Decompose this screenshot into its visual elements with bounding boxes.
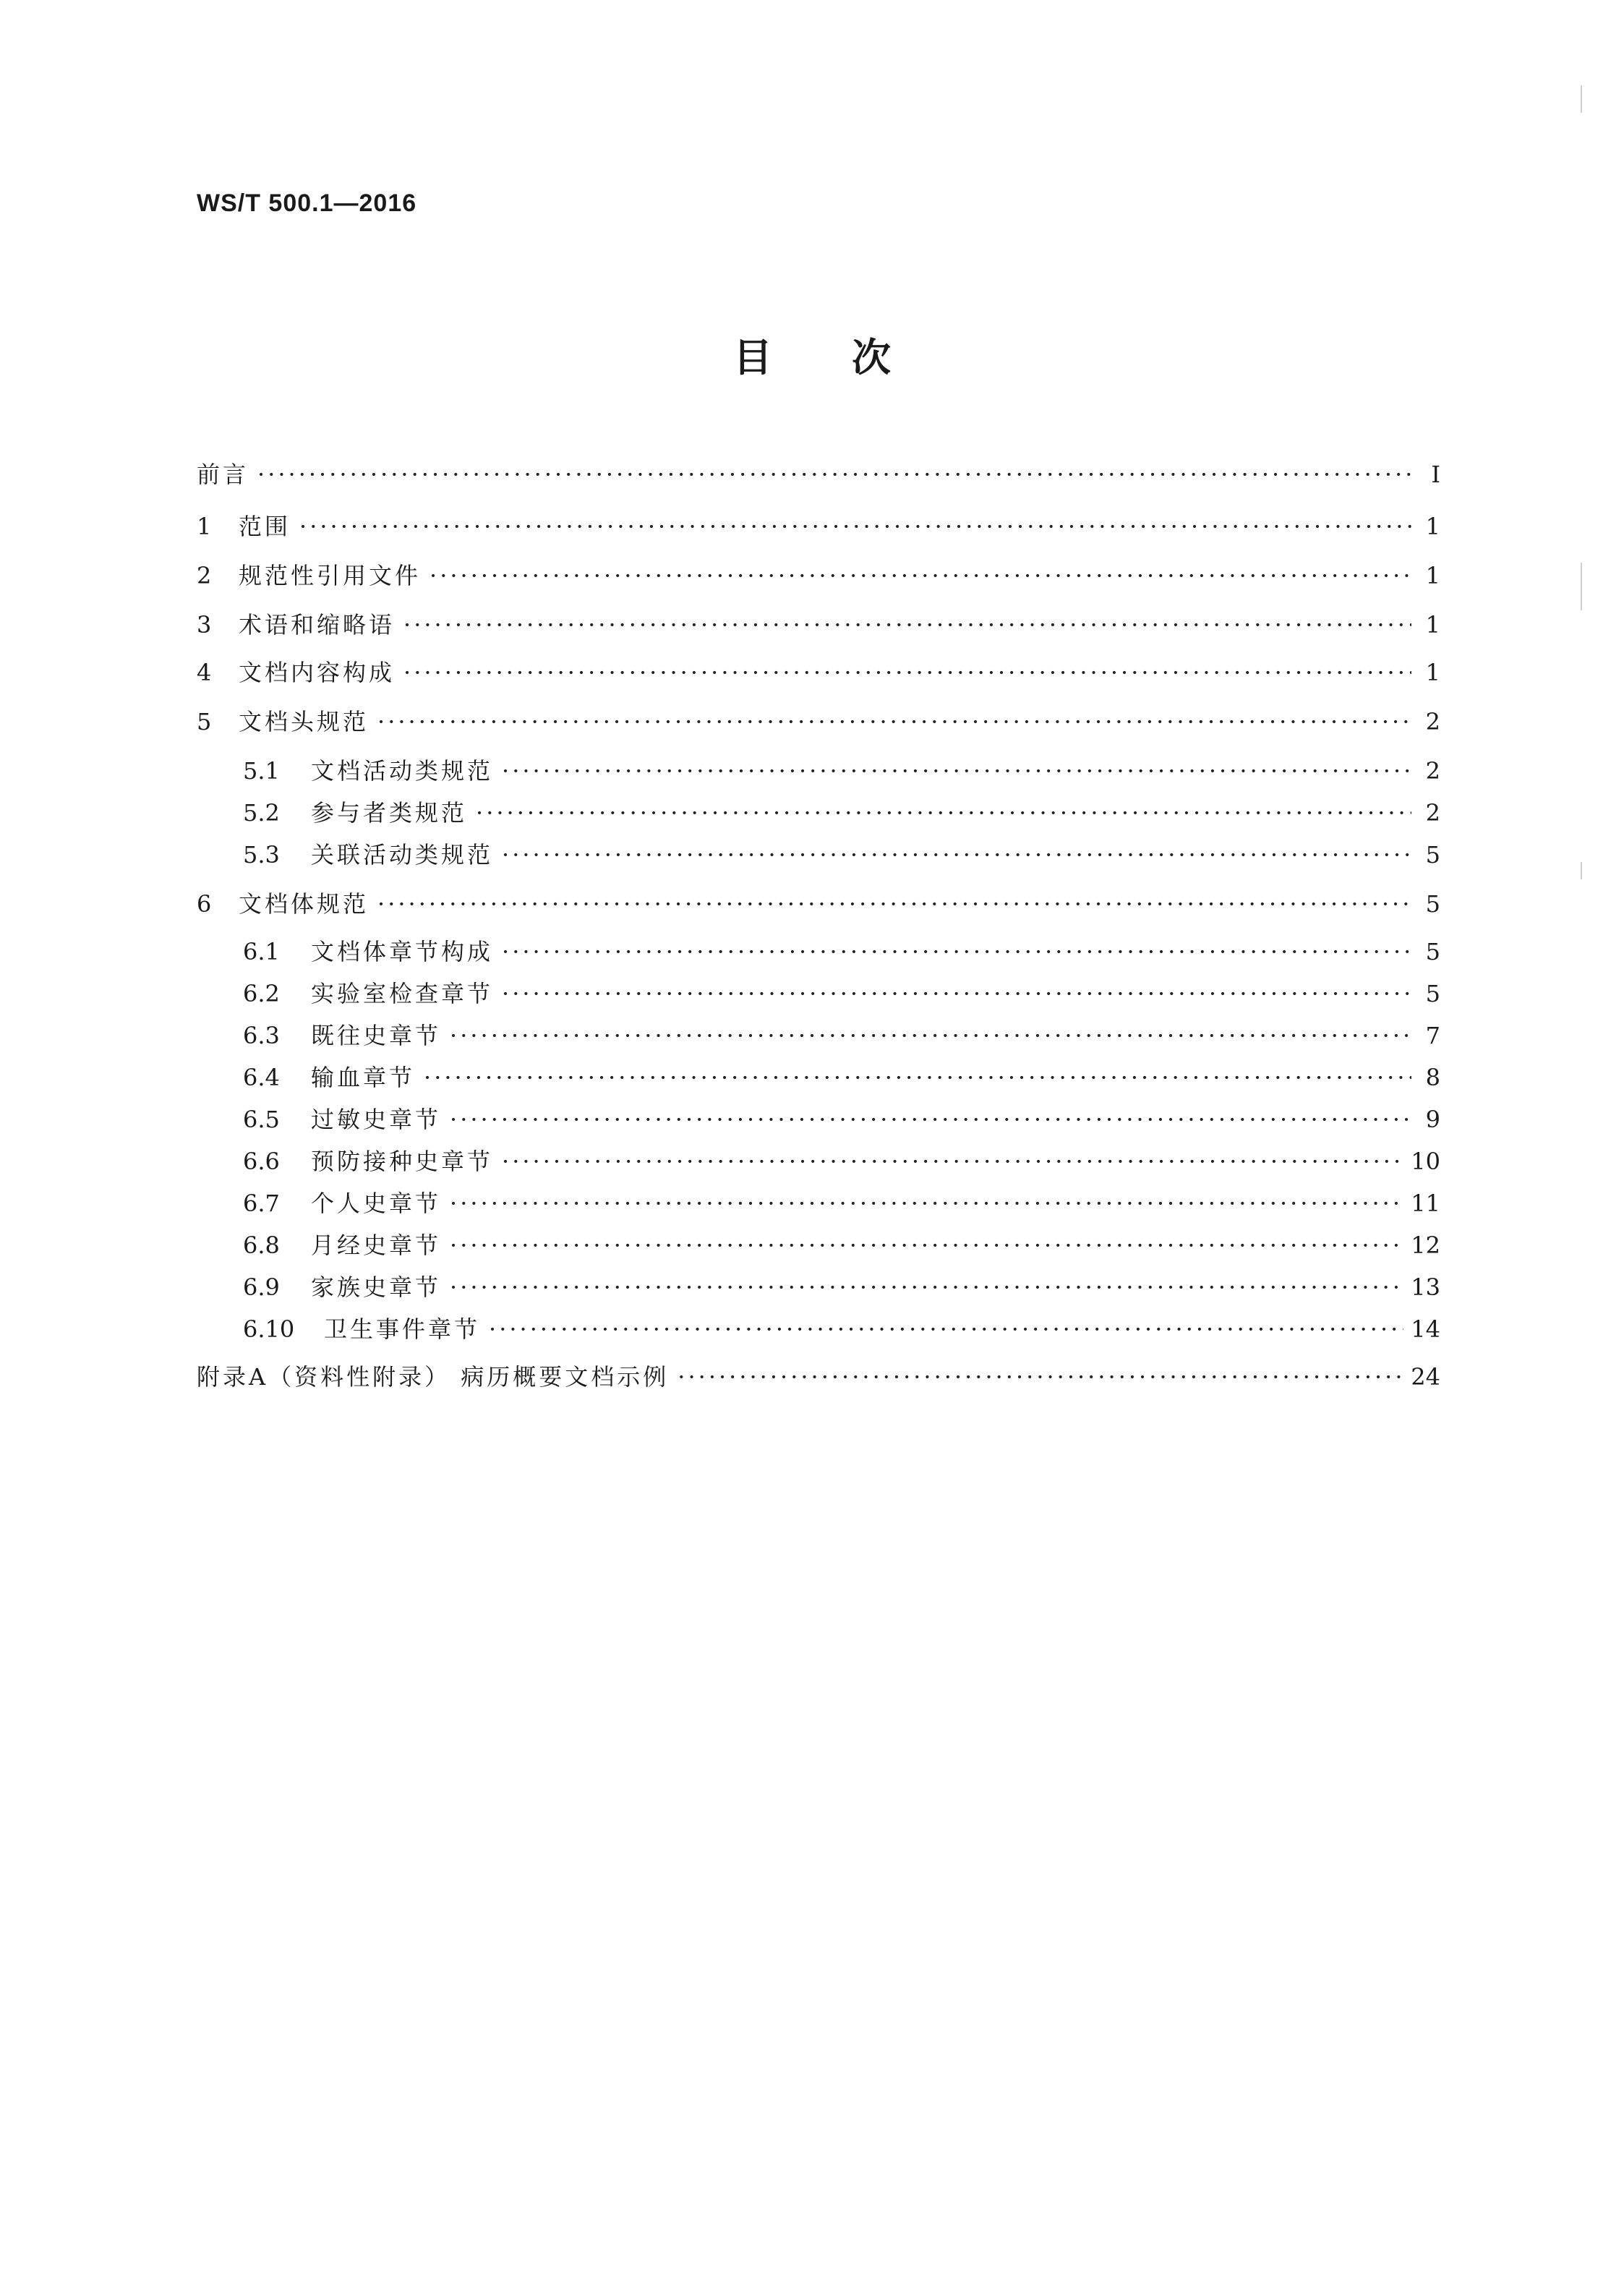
toc-page-number: 14 <box>1411 1315 1440 1343</box>
document-code: WS/T 500.1—2016 <box>197 189 417 217</box>
toc-entry-label: 文档活动类规范 <box>311 757 494 785</box>
toc-entry-label: 关联活动类规范 <box>311 841 494 869</box>
toc-leader-dots <box>502 978 1411 1010</box>
toc-entry-6-2[interactable] <box>243 978 1440 1010</box>
toc-page-number: I <box>1431 461 1440 488</box>
toc-page-number: 5 <box>1425 890 1440 918</box>
toc-section-number: 6.6 <box>243 1148 280 1175</box>
toc-section-number: 6.3 <box>243 1022 280 1049</box>
toc-page-number: 2 <box>1425 799 1440 827</box>
toc-entry-4[interactable] <box>197 657 1440 688</box>
toc-leader-dots <box>403 657 1411 688</box>
toc-entry-label: 家族史章节 <box>311 1273 442 1301</box>
toc-page-number: 7 <box>1425 1022 1440 1049</box>
toc-section-number: 5.1 <box>243 757 280 785</box>
toc-page-number: 1 <box>1425 513 1440 540</box>
toc-entry-label: 文档头规范 <box>239 708 369 735</box>
toc-section-number: 2 <box>197 562 212 589</box>
toc-page-number: 5 <box>1425 841 1440 869</box>
toc-leader-dots <box>476 797 1411 829</box>
toc-page-number: 2 <box>1425 757 1440 785</box>
toc-entry-label: 月经史章节 <box>311 1232 442 1259</box>
toc-leader-dots <box>429 560 1411 592</box>
toc-leader-dots <box>502 1145 1403 1177</box>
toc-leader-dots <box>450 1187 1403 1219</box>
toc-entry-label: 前言 <box>197 461 249 488</box>
toc-entry-5-1[interactable] <box>243 755 1440 787</box>
toc-leader-dots <box>489 1313 1403 1345</box>
toc-page-number: 1 <box>1425 611 1440 639</box>
toc-leader-dots <box>257 458 1411 490</box>
toc-entry-5-2[interactable] <box>243 797 1440 829</box>
toc-entry-6-5[interactable] <box>243 1104 1440 1135</box>
toc-entry-label: 文档内容构成 <box>239 659 396 686</box>
toc-page-number: 1 <box>1425 562 1440 589</box>
toc-entry-label: 既往史章节 <box>311 1022 442 1049</box>
toc-entry-6-1[interactable] <box>243 936 1440 968</box>
toc-leader-dots <box>502 936 1411 968</box>
toc-page-number: 1 <box>1425 659 1440 686</box>
toc-entry-6-3[interactable] <box>243 1020 1440 1051</box>
toc-page-number: 10 <box>1411 1148 1440 1175</box>
toc-entry-label: 个人史章节 <box>311 1190 442 1217</box>
toc-entry-6-6[interactable] <box>243 1145 1440 1177</box>
toc-leader-dots <box>450 1271 1403 1303</box>
toc-leader-dots <box>502 839 1411 871</box>
toc-leader-dots <box>450 1229 1403 1261</box>
toc-entry-label: 输血章节 <box>311 1064 416 1091</box>
toc-page-number: 5 <box>1425 980 1440 1007</box>
scan-margin-mark <box>1581 85 1582 113</box>
toc-entry-6-8[interactable] <box>243 1229 1440 1261</box>
toc-entry-5-3[interactable] <box>243 839 1440 871</box>
toc-entry-label: 文档体规范 <box>239 890 369 918</box>
toc-page-number: 11 <box>1411 1190 1440 1217</box>
toc-title: 目次 <box>733 335 970 380</box>
toc-entry-label: 卫生事件章节 <box>324 1315 481 1343</box>
toc-entry-5[interactable] <box>197 706 1440 738</box>
toc-section-number: 1 <box>197 513 212 540</box>
toc-page-number: 13 <box>1411 1273 1440 1301</box>
toc-page-number: 2 <box>1425 708 1440 735</box>
toc-page-number: 5 <box>1425 938 1440 965</box>
toc-entry-6-4[interactable] <box>243 1062 1440 1093</box>
scan-margin-mark <box>1581 563 1582 610</box>
toc-entry-label: 附录A（资料性附录） 病历概要文档示例 <box>197 1363 670 1391</box>
toc-entry-6-9[interactable] <box>243 1271 1440 1303</box>
toc-section-number: 6.5 <box>243 1106 280 1133</box>
toc-entry-label: 过敏史章节 <box>311 1106 442 1133</box>
toc-entry-3[interactable] <box>197 609 1440 641</box>
toc-entry-label: 参与者类规范 <box>311 799 468 827</box>
toc-section-number: 5.2 <box>243 799 280 827</box>
toc-page-number: 9 <box>1425 1106 1440 1133</box>
toc-leader-dots <box>678 1361 1403 1393</box>
toc-leader-dots <box>377 706 1411 738</box>
toc-section-number: 6.2 <box>243 980 280 1007</box>
table-of-contents <box>197 0 1440 2283</box>
toc-leader-dots <box>403 609 1411 641</box>
toc-page-number: 24 <box>1411 1363 1440 1391</box>
toc-entry-preface[interactable] <box>197 458 1440 490</box>
toc-section-number: 6.8 <box>243 1232 280 1259</box>
toc-section-number: 6.7 <box>243 1190 280 1217</box>
toc-section-number: 5 <box>197 708 212 735</box>
toc-entry-6-10[interactable] <box>243 1313 1440 1345</box>
toc-section-number: 5.3 <box>243 841 280 869</box>
toc-section-number: 6 <box>197 890 212 918</box>
toc-section-number: 6.4 <box>243 1064 280 1091</box>
toc-entry-appendix-a[interactable] <box>197 1361 1440 1393</box>
toc-entry-label: 实验室检查章节 <box>311 980 494 1007</box>
toc-entry-2[interactable] <box>197 560 1440 592</box>
toc-entry-label: 范围 <box>239 513 291 540</box>
toc-page-number: 12 <box>1411 1232 1440 1259</box>
toc-entry-label: 术语和缩略语 <box>239 611 396 639</box>
toc-entry-label: 文档体章节构成 <box>311 938 494 965</box>
toc-leader-dots <box>450 1104 1411 1135</box>
toc-entry-label: 规范性引用文件 <box>239 562 422 589</box>
toc-section-number: 4 <box>197 659 212 686</box>
toc-section-number: 6.9 <box>243 1273 280 1301</box>
toc-leader-dots <box>450 1020 1411 1051</box>
toc-section-number: 3 <box>197 611 212 639</box>
toc-leader-dots <box>424 1062 1411 1093</box>
toc-entry-6[interactable] <box>197 888 1440 920</box>
toc-leader-dots <box>299 511 1411 542</box>
toc-entry-6-7[interactable] <box>243 1187 1440 1219</box>
toc-entry-label: 预防接种史章节 <box>311 1148 494 1175</box>
toc-section-number: 6.1 <box>243 938 280 965</box>
toc-leader-dots <box>377 888 1411 920</box>
toc-entry-1[interactable] <box>197 511 1440 542</box>
scan-margin-mark <box>1581 862 1582 879</box>
toc-section-number: 6.10 <box>243 1315 295 1343</box>
toc-leader-dots <box>502 755 1411 787</box>
toc-page-number: 8 <box>1425 1064 1440 1091</box>
